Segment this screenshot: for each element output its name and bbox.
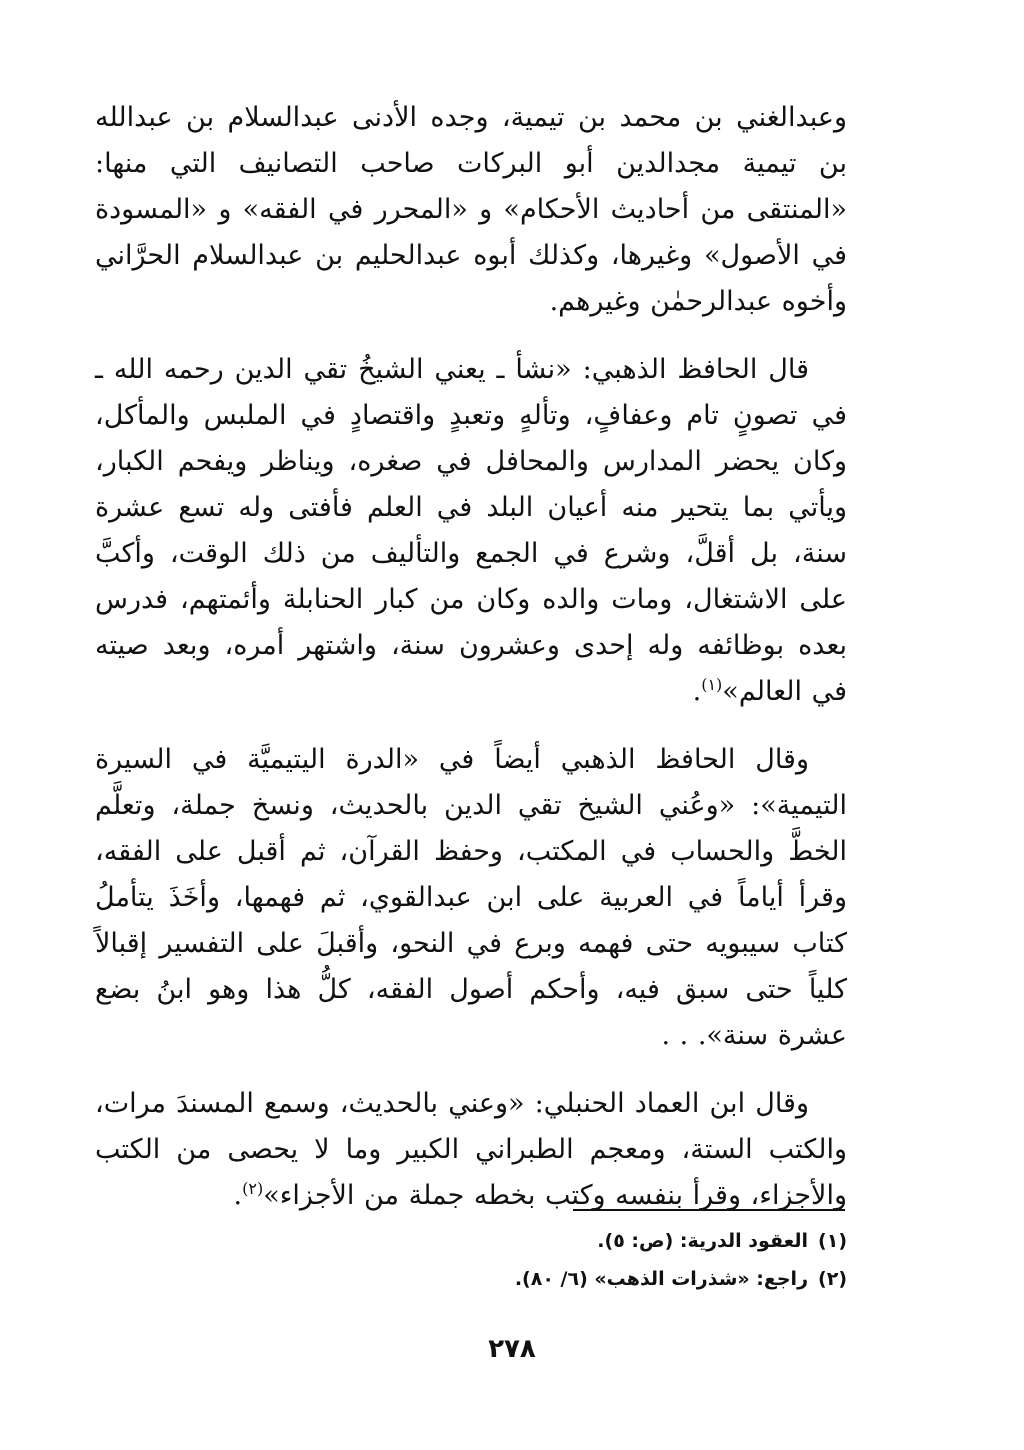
footnote-ref-2[interactable]: (٢) (242, 1179, 264, 1198)
paragraph-2 (95, 347, 847, 715)
paragraph-3: وقال الحافظ الذهبي أيضاً في «الدرة اليتيميَّة في السيرة التيمية»: «وعُني الشيخ تقي الدين بالحديث، ونسخ جملة، وتعلَّم الخطَّ والحساب في المكتب، وحفظ القرآن، ثم أقبل على الفقه، وقرأ أياماً في العربية على ابن عبدالقوي، ثم فهمها، وأخَذَ يتأملُ كتاب سيبويه حتى فهمه وبرع في النحو، وأقبلَ على التفسير إقبالاً كلياً حتى سبق فيه، وأحكم أصول الفقه، كلُّ هذا وهو ابنُ بضع عشرة سنة». . . (95, 744, 847, 1051)
footnote-1 (95, 1222, 847, 1260)
footnote-2 (95, 1260, 847, 1298)
footnotes (95, 1222, 847, 1298)
footnote-2-text: راجع: «شذرات الذهب» (٦/ ٨٠). (514, 1268, 809, 1290)
footnote-1-text: العقود الدرية: (ص: ٥). (597, 1230, 809, 1252)
paragraph-2-text: قال الحافظ الذهبي: «نشأ ـ يعني الشيخُ تقي الدين رحمه الله ـ في تصونٍ تام وعفافٍ، وتألهٍ وتعبدٍ واقتصادٍ في الملبس والمأكل، وكان يحضر المدارس والمحافل في صغره، ويناظر ويفحم الكبار، ويأتي بما يتحير منه أعيان البلد في العلم فأفتى وله تسع عشرة سنة، بل أقلَّ، وشرع في الجمع والتأليف من ذلك الوقت، وأكبَّ على الاشتغال، ومات والده وكان من كبار الحنابلة وأئمتهم، فدرس بعده بوظائفه وله إحدى وعشرون سنة، واشتهر أمره، وبعد صيته في العالم» (95, 354, 847, 707)
footnote-2-number: (٢) (818, 1268, 847, 1290)
paragraph-4-text: وقال ابن العماد الحنبلي: «وعني بالحديث، وسمع المسندَ مرات، والكتب الستة، ومعجم الطبراني الكبير وما لا يحصى من الكتب والأجزاء، وقرأ بنفسه وكتب بخطه جملة من الأجزاء» (95, 1088, 847, 1211)
paragraph-4-end: . (233, 1180, 243, 1211)
paragraph-1: وعبدالغني بن محمد بن تيمية، وجده الأدنى عبدالسلام بن عبدالله بن تيمية مجدالدين أبو البركات صاحب التصانيف التي منها: «المنتقى من أحاديث الأحكام» و «المحرر في الفقه» و «المسودة في الأصول» وغيرها، وكذلك أبوه عبدالحليم بن عبدالسلام الحرَّاني وأخوه عبدالرحمٰن وغيرهم. (95, 102, 847, 317)
main-text (95, 95, 847, 1219)
paragraph-2-end: . (692, 676, 702, 707)
paragraph-4 (95, 1081, 847, 1219)
page-number: ٢٧٨ (488, 1334, 536, 1364)
footnote-ref-1[interactable]: (١) (701, 675, 723, 694)
footnote-1-number: (١) (818, 1230, 847, 1252)
footnote-divider (573, 1209, 845, 1211)
